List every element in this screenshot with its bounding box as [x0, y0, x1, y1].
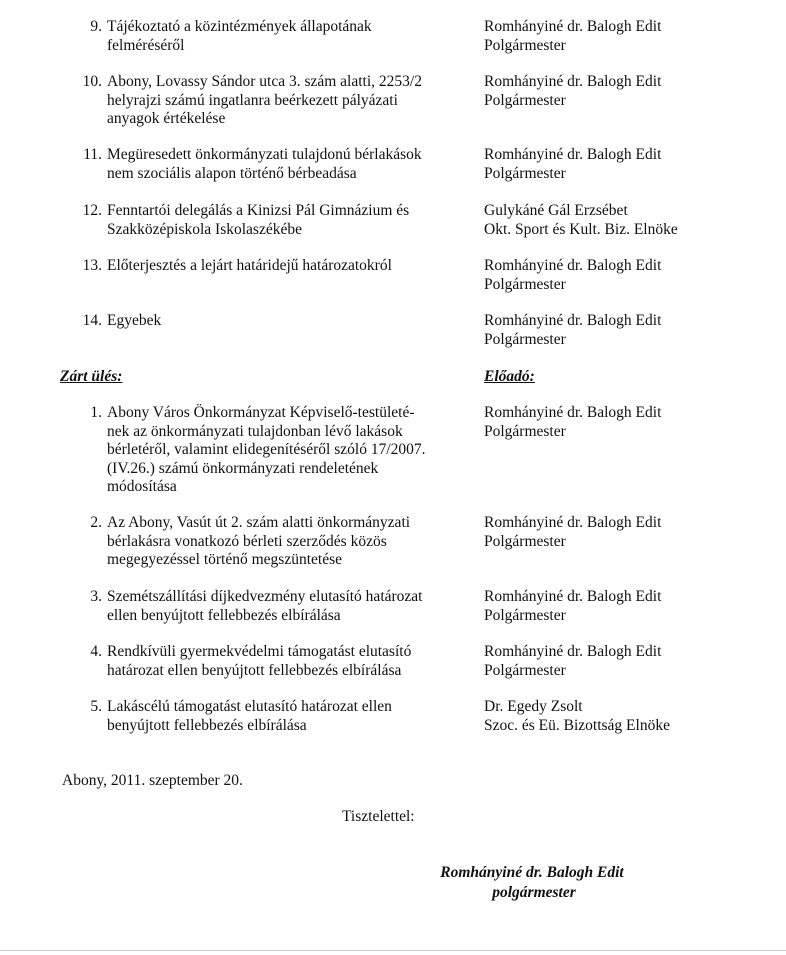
item-presenter: Romhányiné dr. Balogh Edit Polgármester	[484, 18, 662, 54]
item-presenter: Romhányiné dr. Balogh Edit Polgármester	[484, 514, 662, 550]
item-presenter: Romhányiné dr. Balogh Edit Polgármester	[484, 312, 662, 348]
item-presenter: Romhányiné dr. Balogh Edit Polgármester	[484, 588, 662, 624]
greeting: Tisztelettel:	[342, 808, 415, 825]
item-number: 12.	[82, 202, 102, 219]
item-title: Előterjesztés a lejárt határidejű határozatokról	[107, 257, 392, 274]
item-presenter: Romhányiné dr. Balogh Edit Polgármester	[484, 643, 662, 679]
item-presenter: Romhányiné dr. Balogh Edit Polgármester	[484, 146, 662, 182]
item-number: 4.	[90, 643, 102, 660]
item-presenter: Romhányiné dr. Balogh Edit Polgármester	[484, 73, 662, 109]
item-number: 2.	[90, 514, 102, 531]
item-number: 10.	[82, 73, 102, 90]
closed-session-heading: Zárt ülés:	[60, 368, 123, 385]
item-presenter: Dr. Egedy Zsolt Szoc. és Eü. Bizottság Elnöke	[484, 698, 670, 734]
signatory-name: Romhányiné dr. Balogh Edit	[440, 864, 624, 881]
item-title: Az Abony, Vasút út 2. szám alatti önkormányzati bérlakásra vonatkozó bérleti szerződés közös megegyezéssel történő megszüntetése	[107, 514, 411, 569]
item-title: Lakáscélú támogatást elutasító határozat ellen benyújtott fellebbezés elbírálása	[107, 698, 392, 734]
item-number: 14.	[82, 312, 102, 329]
presenter-heading: Előadó:	[484, 368, 535, 385]
item-title: Egyebek	[107, 312, 162, 329]
item-presenter: Gulykáné Gál Erzsébet Okt. Sport és Kult. Biz. Elnöke	[484, 202, 678, 238]
signatory-title: polgármester	[492, 884, 576, 901]
item-title: Szemétszállítási díjkedvezmény elutasító határozat ellen benyújtott fellebbezés elbírálása	[107, 588, 423, 624]
item-number: 13.	[82, 257, 102, 274]
item-number: 1.	[90, 404, 102, 421]
item-number: 5.	[90, 698, 102, 715]
item-number: 11.	[83, 146, 102, 163]
item-title: Abony, Lovassy Sándor utca 3. szám alatti, 2253/2 helyrajzi számú ingatlanra beérkezett pályázati anyagok értékelése	[107, 73, 422, 128]
place-and-date: Abony, 2011. szeptember 20.	[62, 772, 243, 789]
item-title: Tájékoztató a közintézmények állapotának felméréséről	[107, 18, 372, 54]
page-bottom-divider	[0, 950, 786, 951]
item-title: Abony Város Önkormányzat Képviselő-testületé- nek az önkormányzati tulajdonban lévő lakások bérletéről, valamint elidegenítéséről szóló 17/2007. (IV.26.) számú önkormányzati rendeletének módosítása	[107, 404, 426, 496]
item-number: 9.	[90, 18, 102, 35]
item-presenter: Romhányiné dr. Balogh Edit Polgármester	[484, 404, 662, 440]
item-title: Fenntartói delegálás a Kinizsi Pál Gimnázium és Szakközépiskola Iskolaszékébe	[107, 202, 410, 238]
item-number: 3.	[90, 588, 102, 605]
item-title: Megüresedett önkormányzati tulajdonú bérlakások nem szociális alapon történő bérbeadása	[107, 146, 422, 182]
item-title: Rendkívüli gyermekvédelmi támogatást elutasító határozat ellen benyújtott fellebbezés elbírálása	[107, 643, 412, 679]
item-presenter: Romhányiné dr. Balogh Edit Polgármester	[484, 257, 662, 293]
